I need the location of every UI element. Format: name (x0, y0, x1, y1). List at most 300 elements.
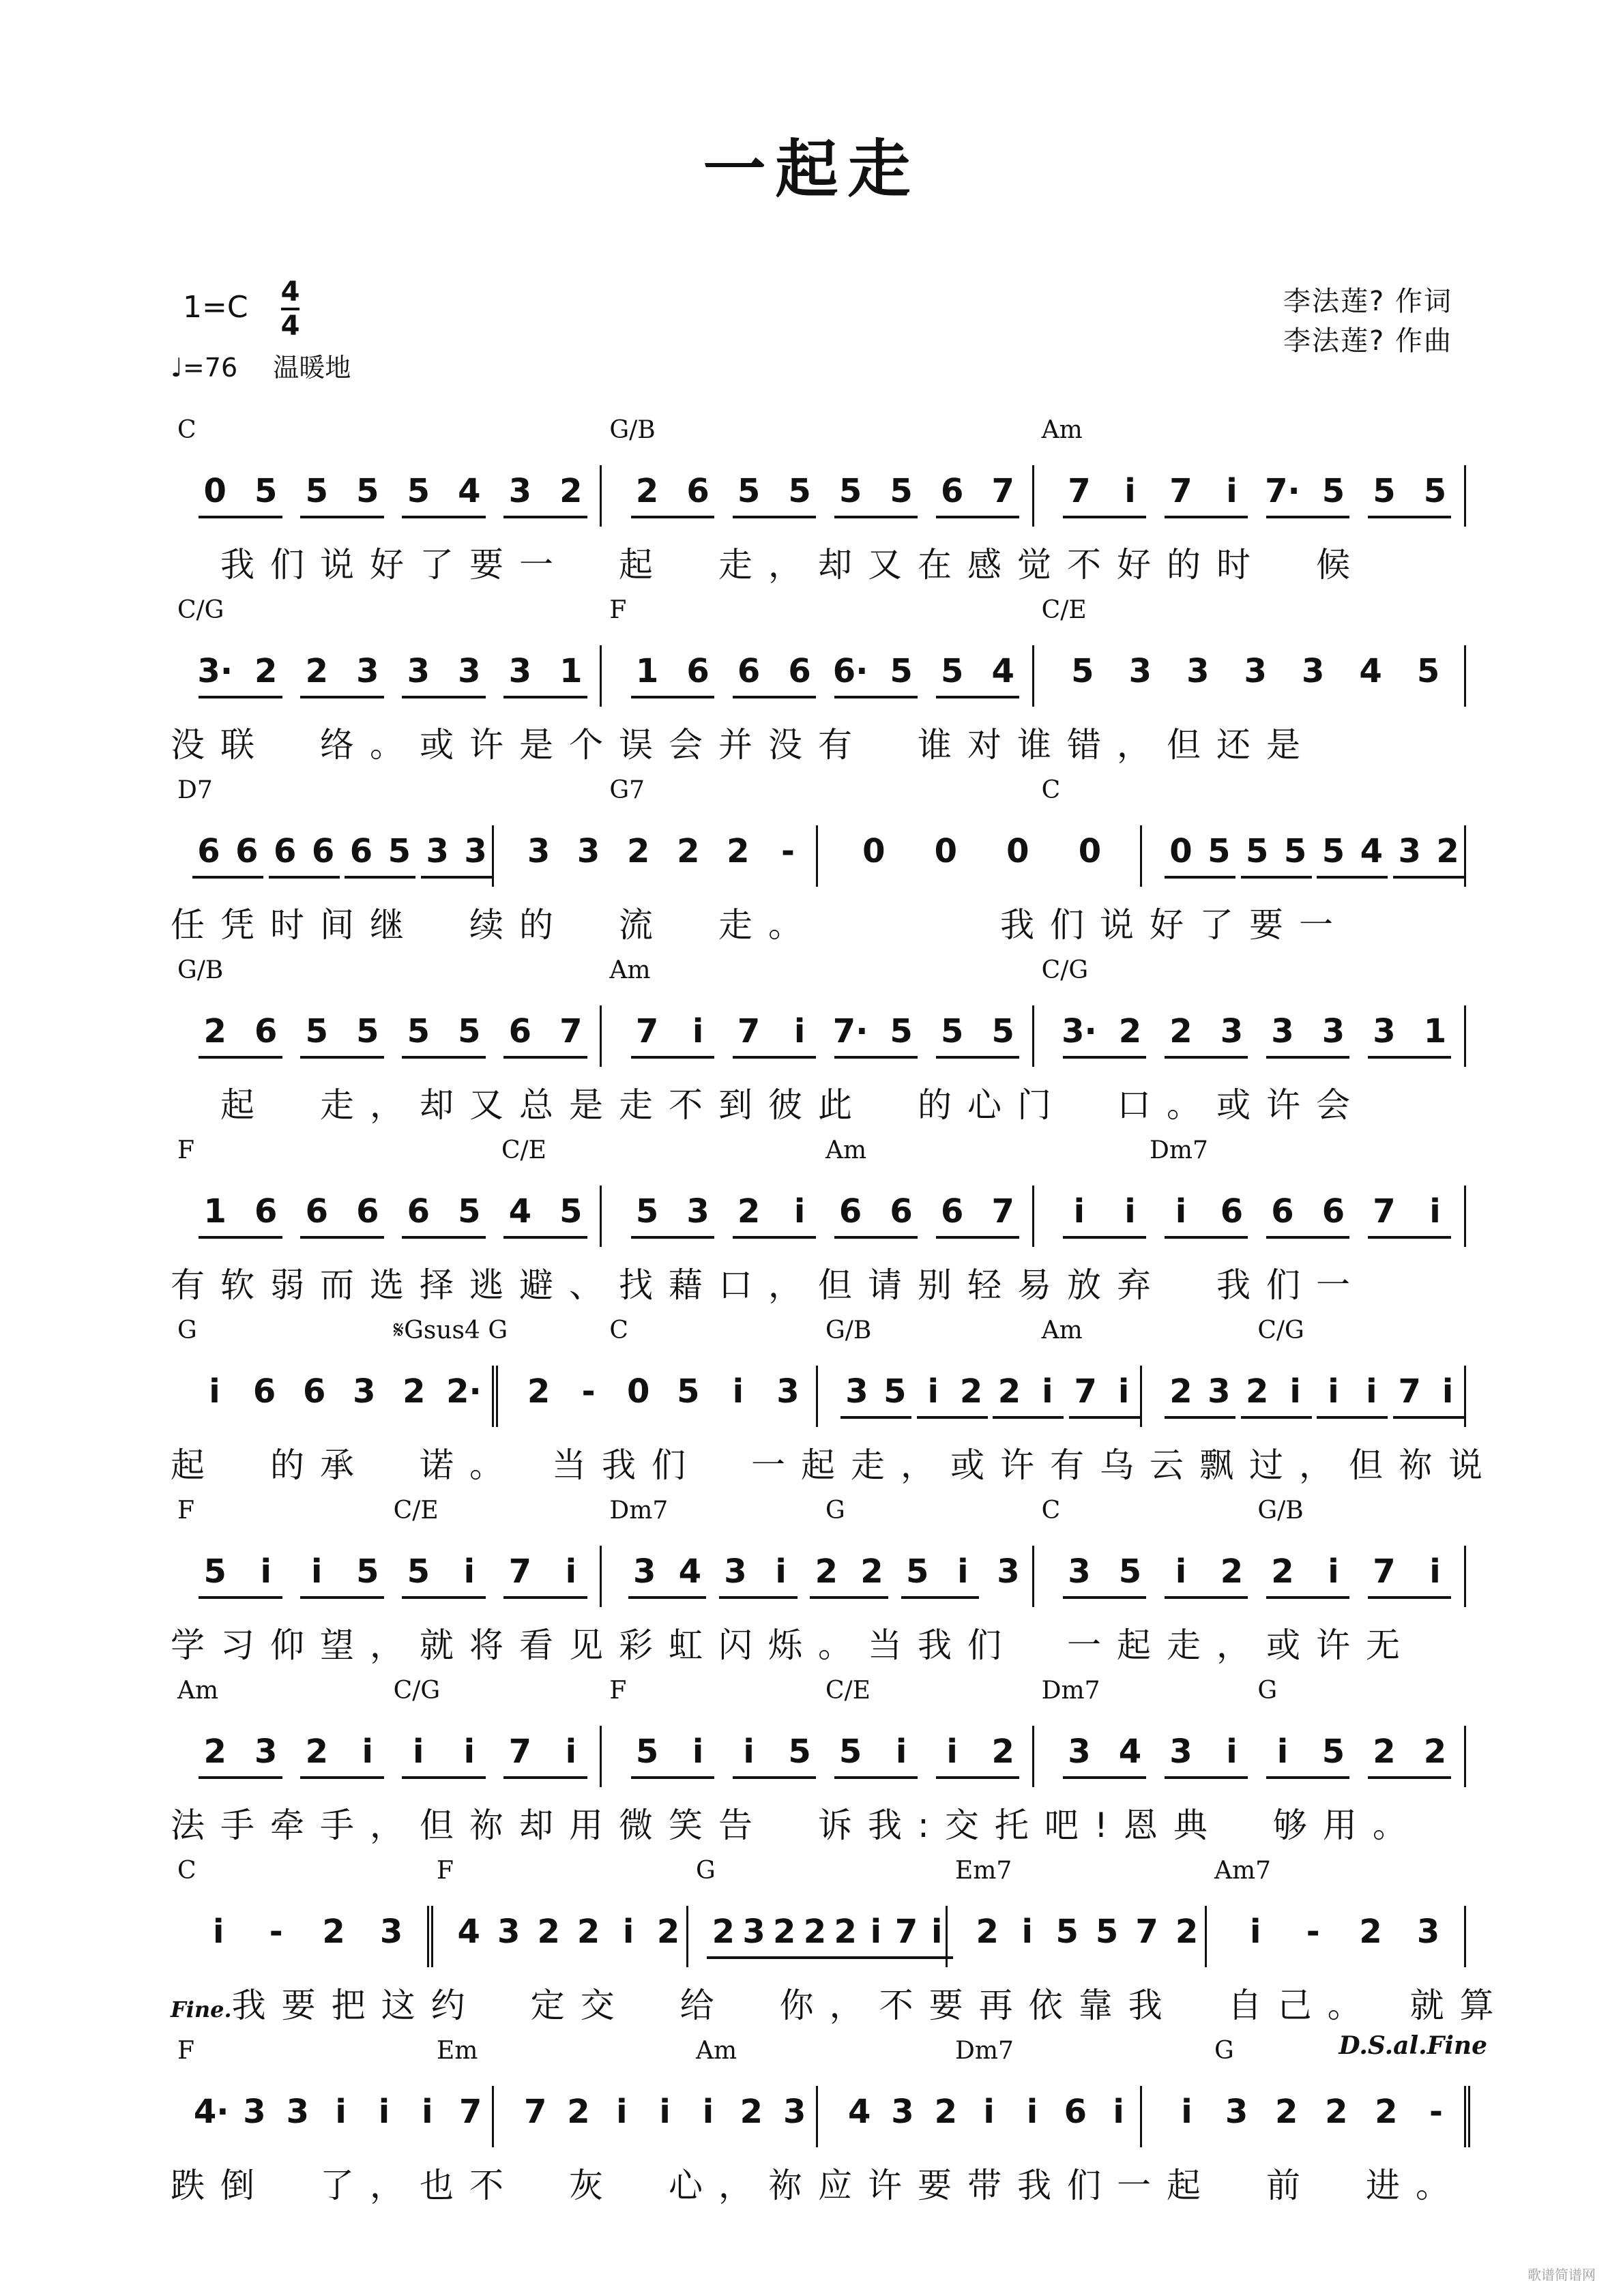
note: i (311, 1552, 323, 1591)
beam-underline (402, 516, 486, 518)
chord-symbol: C/G (393, 1677, 441, 1705)
beam-underline (810, 1596, 888, 1599)
note: 3 (891, 2093, 914, 2131)
chord-row (171, 1136, 1467, 1177)
note: 3 (724, 1552, 747, 1591)
chord-row (171, 776, 1467, 817)
note: 2 (305, 652, 328, 690)
lyrics-line (171, 718, 1467, 772)
bar-line (600, 1186, 602, 1247)
beam-underline (719, 1596, 798, 1599)
chord-symbol: G (1257, 1677, 1278, 1705)
note: 5 (1246, 832, 1269, 870)
beam-underline (733, 516, 817, 518)
note: 6 (302, 1372, 326, 1411)
note: 0 (1169, 832, 1193, 870)
note: i (209, 1372, 220, 1411)
note: i (1021, 1913, 1033, 1951)
beam-underline (733, 1776, 817, 1779)
chord-row (171, 1316, 1467, 1357)
note: 7· (1265, 472, 1300, 510)
ds-al-fine-mark: D.S.al.Fine (1339, 2031, 1487, 2060)
note: 6 (940, 472, 964, 510)
lyrics-text: 起 的承 诺。 当我们 一起走，或许有乌云飘过，但祢说 (171, 1445, 1498, 1485)
beam-underline (631, 1236, 715, 1239)
note: 3 (464, 832, 487, 870)
note: 5 (458, 1012, 481, 1050)
chord-symbol: Am7 (1214, 1857, 1272, 1885)
chord-symbol: G/B (609, 416, 656, 444)
note: 3 (1373, 1012, 1396, 1050)
lyrics-text: 有软弱而选择逃避、找藉口，但请别轻易放弃 我们一 (171, 1265, 1366, 1305)
note: 7 (894, 1913, 918, 1951)
note: - (1306, 1913, 1320, 1951)
note: 5 (677, 1372, 700, 1411)
note: 6 (252, 1372, 276, 1411)
note: 4 (1359, 652, 1382, 690)
bar-line (1464, 1906, 1466, 1967)
chord-row (171, 956, 1467, 997)
note-row (171, 1179, 1467, 1254)
note: 3· (1062, 1012, 1097, 1050)
chord-symbol: C/G (177, 596, 224, 624)
note: 3 (497, 1913, 521, 1951)
note: 2 (1375, 2093, 1398, 2131)
note: 3 (426, 832, 449, 870)
chord-symbol: Am (1041, 1316, 1083, 1344)
beam-underline (1393, 1416, 1464, 1419)
note: 3 (1220, 1012, 1244, 1050)
note: i (565, 1733, 577, 1771)
bar-line (600, 1005, 602, 1067)
beam-underline (628, 1596, 707, 1599)
bar-line (1032, 1546, 1034, 1607)
note: - (269, 1913, 283, 1951)
beam-underline (1063, 516, 1147, 518)
note: 7· (832, 1012, 868, 1050)
beam-underline (1368, 1056, 1452, 1059)
mood-label: 温暖地 (273, 353, 351, 383)
note: 4 (1360, 832, 1384, 870)
bar-line (946, 1906, 948, 1967)
note: 1 (635, 652, 659, 690)
beam-underline (503, 696, 587, 698)
note: 5 (838, 1733, 862, 1771)
beam-underline (733, 1056, 817, 1059)
note: 2 (997, 1372, 1021, 1411)
beam-underline (402, 1776, 486, 1779)
note: 2 (626, 832, 650, 870)
note: i (1175, 1552, 1187, 1591)
note: i (1249, 1913, 1261, 1951)
beam-underline (503, 516, 587, 518)
note: 2 (567, 2093, 590, 2131)
beam-underline (1165, 1236, 1248, 1239)
note: 7 (559, 1012, 583, 1050)
beam-underline (1266, 1056, 1350, 1059)
note: 4· (193, 2093, 229, 2131)
chord-symbol: C (1041, 1497, 1061, 1525)
note: 3 (1225, 2093, 1248, 2131)
note: 5 (635, 1192, 659, 1231)
beam-underline (936, 1776, 1020, 1779)
note: 2 (727, 832, 750, 870)
note: i (378, 2093, 390, 2131)
chord-symbol: D7 (177, 776, 213, 804)
note: 3 (997, 1552, 1020, 1591)
chord-symbol: G (1214, 2037, 1234, 2065)
note: 5 (1321, 472, 1345, 510)
lyrics-text: 我要把这约 定交 给 你，不要再依靠我 自己。 就算 (231, 1986, 1510, 2025)
note: 6 (254, 1012, 278, 1050)
beam-underline (1266, 516, 1350, 518)
note: i (1124, 1192, 1136, 1231)
note: 3 (1244, 652, 1267, 690)
note: i (732, 1372, 744, 1411)
note: i (212, 1913, 224, 1951)
beam-underline (993, 1416, 1064, 1419)
beam-underline (834, 1776, 918, 1779)
note: 7 (1068, 472, 1091, 510)
note: 2 (1271, 1552, 1294, 1591)
note: 2 (1373, 1733, 1396, 1771)
note: 7 (458, 2093, 482, 2131)
note: 0 (1006, 832, 1029, 870)
beam-underline (890, 1956, 954, 1959)
fine-mark: Fine. (171, 1997, 232, 2022)
lyrics-line (171, 1978, 1510, 2033)
note: i (1328, 1372, 1339, 1411)
chord-row (171, 1497, 1467, 1537)
chord-symbol: G (177, 1316, 197, 1344)
chord-symbol: F (177, 1497, 194, 1525)
note: i (1442, 1372, 1454, 1411)
note: 3 (353, 1372, 376, 1411)
note: i (793, 1012, 806, 1050)
beam-underline (402, 1236, 486, 1239)
note: 3 (1301, 652, 1325, 690)
bar-line (1464, 1186, 1466, 1247)
chord-symbol: G (825, 1497, 845, 1525)
note: 2 (656, 1913, 680, 1951)
note: 6 (235, 832, 259, 870)
beam-underline (834, 1236, 918, 1239)
beam-underline (269, 876, 340, 879)
note: i (1429, 1192, 1441, 1231)
note: 2 (1325, 2093, 1348, 2131)
note: 0 (862, 832, 886, 870)
note: 3 (1128, 652, 1152, 690)
note: 6 (254, 1192, 278, 1231)
note: 3 (1398, 832, 1421, 870)
beam-underline (1368, 1236, 1452, 1239)
lyrics-line (171, 538, 1467, 592)
chord-symbol: C/E (1041, 596, 1087, 624)
watermark: 歌谱简谱网 (1527, 2267, 1596, 2283)
note: 0 (934, 832, 958, 870)
note: 3 (845, 1372, 868, 1411)
note: 7 (523, 2093, 547, 2131)
bar-line (1464, 825, 1466, 887)
beam-underline (1241, 876, 1312, 879)
note: 4 (457, 1913, 480, 1951)
bar-line (816, 1366, 818, 1427)
note: i (946, 1733, 958, 1771)
note: 5 (905, 1552, 929, 1591)
note: 6 (305, 1192, 328, 1231)
bar-line (600, 465, 602, 527)
note: 2 (1169, 1012, 1193, 1050)
bar-line (1464, 1726, 1466, 1787)
time-signature (281, 276, 300, 342)
lyrics-text: 没联 络。或许是个误会并没有 谁对谁错，但还是 (171, 725, 1316, 765)
chord-symbol: Dm7 (1150, 1136, 1208, 1164)
note: i (260, 1552, 272, 1591)
note: 5 (1055, 1913, 1079, 1951)
beam-underline (631, 516, 715, 518)
chord-symbol: F (609, 1677, 627, 1705)
note: 5 (940, 652, 964, 690)
note: 5 (788, 472, 811, 510)
beam-underline (631, 1776, 715, 1779)
note: 5 (1423, 472, 1447, 510)
chord-symbol: F (177, 2037, 194, 2065)
beam-underline (503, 1776, 587, 1779)
bar-line (600, 1546, 602, 1607)
note-row (171, 999, 1467, 1074)
note: 6 (788, 652, 811, 690)
note: - (1429, 2093, 1443, 2131)
note: 2 (976, 1913, 999, 1951)
note: 7 (635, 1012, 659, 1050)
bar-line (1140, 2086, 1142, 2147)
note: 5 (356, 1552, 379, 1591)
bar-line (1464, 1546, 1466, 1607)
beam-underline (402, 1056, 486, 1059)
note: i (463, 1733, 476, 1771)
note: 3 (407, 652, 430, 690)
note: 5 (890, 472, 913, 510)
note: 5 (407, 1012, 430, 1050)
beam-underline (300, 1236, 384, 1239)
note: 3 (1321, 1012, 1345, 1050)
beam-underline (503, 1596, 587, 1599)
note: 2 (305, 1733, 328, 1771)
note: 5 (1321, 832, 1345, 870)
note: 5 (737, 472, 761, 510)
note: 2 (1169, 1372, 1193, 1411)
lyrics-line (171, 1078, 1467, 1132)
note: i (413, 1733, 424, 1771)
note: i (1073, 1192, 1085, 1231)
note: 5 (388, 832, 411, 870)
note-row (171, 819, 1467, 894)
note: 6 (197, 832, 220, 870)
note: - (581, 1372, 596, 1411)
chord-row (171, 2031, 1487, 2078)
note: 5 (1283, 832, 1307, 870)
note: 7 (1135, 1913, 1158, 1951)
note: 6 (686, 472, 710, 510)
note: 3 (1208, 1372, 1231, 1411)
beam-underline (1069, 1416, 1140, 1419)
note: 7 (1169, 472, 1193, 510)
note: 0 (626, 1372, 650, 1411)
note: 2 (834, 1913, 857, 1951)
beam-underline (707, 1956, 770, 1959)
note: 7 (991, 472, 1014, 510)
note: 3 (458, 652, 481, 690)
note: i (335, 2093, 347, 2131)
note: i (870, 1913, 882, 1951)
note: 3 (783, 2093, 806, 2131)
beam-underline (936, 516, 1020, 518)
lyrics-text: 跌倒 了，也不 灰 心，祢应许要带我们一起 前 进。 (171, 2166, 1465, 2205)
chord-symbol: C (1041, 776, 1061, 804)
note: 5 (890, 652, 913, 690)
beam-underline (1165, 1416, 1235, 1419)
note: 5 (407, 1552, 430, 1591)
chord-row (171, 1857, 1467, 1898)
beam-underline (300, 516, 384, 518)
note: 4 (991, 652, 1014, 690)
beam-underline (503, 1056, 587, 1059)
beam-underline (834, 696, 918, 698)
chord-row (171, 1677, 1467, 1718)
note: 6 (890, 1192, 913, 1231)
beam-underline (421, 876, 492, 879)
bar-line (1464, 2086, 1470, 2147)
chord-symbol: C (177, 416, 196, 444)
note: 3 (1169, 1733, 1193, 1771)
note: - (780, 832, 795, 870)
note: 5 (635, 1733, 659, 1771)
note: 6 (349, 832, 373, 870)
note: i (957, 1552, 969, 1591)
lyrics-text: 学习仰望，就将看见彩虹闪烁。当我们 一起走，或许无 (171, 1625, 1416, 1665)
beam-underline (834, 1056, 918, 1059)
note: i (775, 1552, 787, 1591)
note: 5 (1208, 832, 1231, 870)
note: 4 (458, 472, 481, 510)
note: 6 (1220, 1192, 1244, 1231)
note: i (1289, 1372, 1301, 1411)
note: 7 (991, 1192, 1014, 1231)
lyrics-line (171, 898, 1467, 952)
chord-symbol: Dm7 (955, 2037, 1014, 2065)
note: 1 (559, 652, 583, 690)
bar-line (492, 825, 494, 887)
note: 6 (686, 652, 710, 690)
note: i (1429, 1552, 1441, 1591)
chord-symbol: C/E (393, 1497, 439, 1525)
chord-symbol: C/E (825, 1677, 871, 1705)
bar-line (1464, 1005, 1466, 1067)
beam-underline (503, 1236, 587, 1239)
note: 4 (678, 1552, 702, 1591)
beam-underline (1368, 516, 1452, 518)
note: i (622, 1913, 634, 1951)
chord-symbol: C/G (1041, 956, 1089, 984)
note: 2 (934, 2093, 958, 2131)
note: 3 (527, 832, 551, 870)
bar-line (1032, 1726, 1034, 1787)
note-row (171, 1539, 1467, 1614)
note: 5 (356, 472, 379, 510)
bar-line (816, 825, 818, 887)
beam-underline (1063, 1236, 1147, 1239)
chord-symbol: G (696, 1857, 716, 1885)
note: 3 (742, 1913, 765, 1951)
beam-underline (733, 1236, 817, 1239)
note: 2 (677, 832, 700, 870)
note: 6 (311, 832, 335, 870)
note: 5 (788, 1733, 811, 1771)
note: 3 (1416, 1913, 1440, 1951)
note-row (171, 458, 1467, 533)
note: i (927, 1372, 939, 1411)
note: 3 (379, 1913, 403, 1951)
note: 7 (737, 1012, 761, 1050)
bar-line (816, 2086, 818, 2147)
note: 1 (1423, 1012, 1447, 1050)
lyrics-line (171, 1798, 1467, 1853)
note: 5 (1373, 472, 1396, 510)
note-row (171, 1719, 1467, 1794)
beam-underline (1368, 1776, 1452, 1779)
note: 3 (508, 472, 532, 510)
chord-symbol: C/G (1257, 1316, 1304, 1344)
note: 2 (1246, 1372, 1269, 1411)
note: 2 (1359, 1913, 1382, 1951)
note: 2 (537, 1913, 560, 1951)
lyrics-text: 任凭时间继 续的 流 走。 我们说好了要一 (171, 905, 1349, 945)
beam-underline (1063, 1596, 1147, 1599)
note: 7 (1373, 1552, 1396, 1591)
bar-line (492, 1366, 498, 1427)
note: 3 (1068, 1552, 1091, 1591)
note: i (1276, 1733, 1289, 1771)
beam-underline (631, 1056, 715, 1059)
bar-line (600, 1726, 602, 1787)
note: 3 (286, 2093, 310, 2131)
beam-underline (936, 1236, 1020, 1239)
chord-symbol: C/E (501, 1136, 546, 1164)
lyrics-line (171, 1438, 1498, 1492)
key-label: 1=C (183, 290, 248, 325)
note-row (171, 1899, 1467, 1974)
song-title: 一起走 (703, 132, 920, 206)
note: 2 (635, 472, 659, 510)
note: 6 (1321, 1192, 1345, 1231)
note: 7 (1373, 1192, 1396, 1231)
note: 2 (403, 1372, 426, 1411)
lyrics-text: 法手牵手，但祢却用微笑告 诉我:交托吧!恩典 够用。 (171, 1806, 1422, 1845)
note: 5 (1095, 1913, 1119, 1951)
note: 5 (1416, 652, 1440, 690)
beam-underline (1266, 1236, 1350, 1239)
note-row (171, 1359, 1467, 1434)
note: 3 (1068, 1733, 1091, 1771)
bar-line (1205, 1906, 1207, 1967)
chord-symbol: 𝄋Gsus4 G (393, 1316, 508, 1344)
note: i (1226, 472, 1238, 510)
note: 5 (883, 1372, 907, 1411)
beam-underline (1165, 1776, 1248, 1779)
note: 2 (254, 652, 278, 690)
beam-underline (199, 1056, 282, 1059)
note-row (171, 2079, 1467, 2154)
